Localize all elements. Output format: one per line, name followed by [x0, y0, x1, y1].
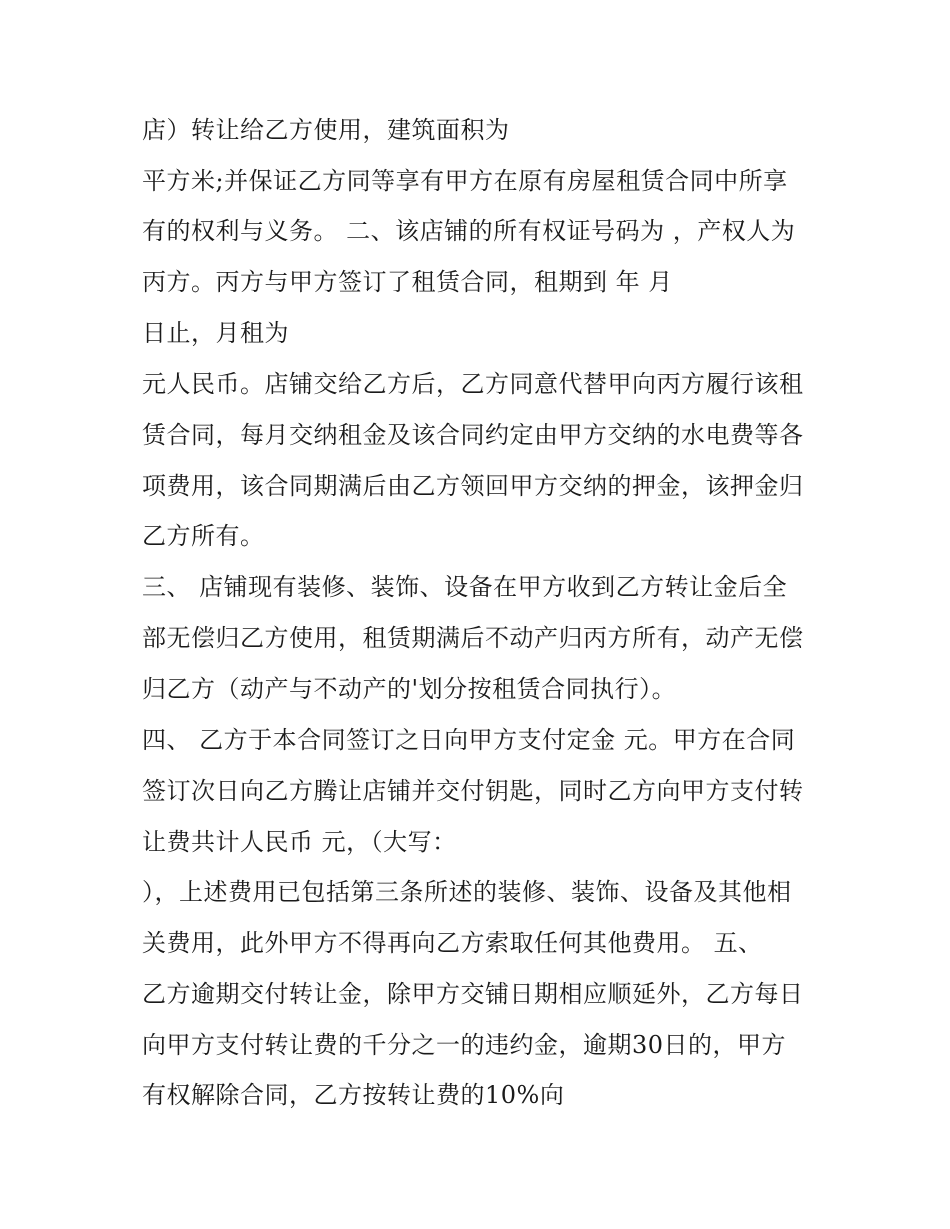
text-line: 平方米;并保证乙方同等享有甲方在原有房屋租赁合同中所享: [142, 167, 788, 195]
text-line: ），上述费用已包括第三条所述的装修、装饰、设备及其他相: [142, 878, 792, 906]
text-line: 三、 店铺现有装修、装饰、设备在甲方收到乙方转让金后全: [142, 573, 788, 601]
text-line: 关费用，此外甲方不得再向乙方索取任何其他费用。 五、: [142, 929, 763, 957]
text-line: 让费共计人民币 元，（大写：: [142, 828, 457, 856]
text-line: 项费用，该合同期满后由乙方领回甲方交纳的押金，该押金归: [142, 472, 804, 500]
text-line: 签订次日向乙方腾让店铺并交付钥匙，同时乙方向甲方支付转: [142, 777, 804, 805]
text-line: 乙方所有。: [142, 522, 265, 550]
text-line: 部无偿归乙方使用，租赁期满后不动产归丙方所有，动产无偿: [142, 624, 804, 652]
text-line: 向甲方支付转让费的千分之一的违约金，逾期30日的，甲方: [142, 1031, 787, 1059]
text-line: 乙方逾期交付转让金，除甲方交铺日期相应顺延外，乙方每日: [142, 980, 804, 1008]
text-line: 日止，月租为: [142, 319, 289, 347]
text-line: 店）转让给乙方使用，建筑面积为: [142, 116, 510, 144]
text-line: 丙方。丙方与甲方签订了租赁合同，租期到 年 月: [142, 268, 673, 296]
text-line: 元人民币。店铺交给乙方后，乙方同意代替甲向丙方履行该租: [142, 370, 804, 398]
text-line: 有的权利与义务。 二、该店铺的所有权证号码为 ，产权人为: [142, 217, 796, 245]
text-line: 归乙方（动产与不动产的'划分按租赁合同执行）。: [142, 675, 677, 703]
text-line: 四、 乙方于本合同签订之日向甲方支付定金 元。甲方在合同: [142, 726, 796, 754]
text-line: 赁合同，每月交纳租金及该合同约定由甲方交纳的水电费等各: [142, 421, 804, 449]
text-line: 有权解除合同，乙方按转让费的10%向: [142, 1081, 565, 1109]
